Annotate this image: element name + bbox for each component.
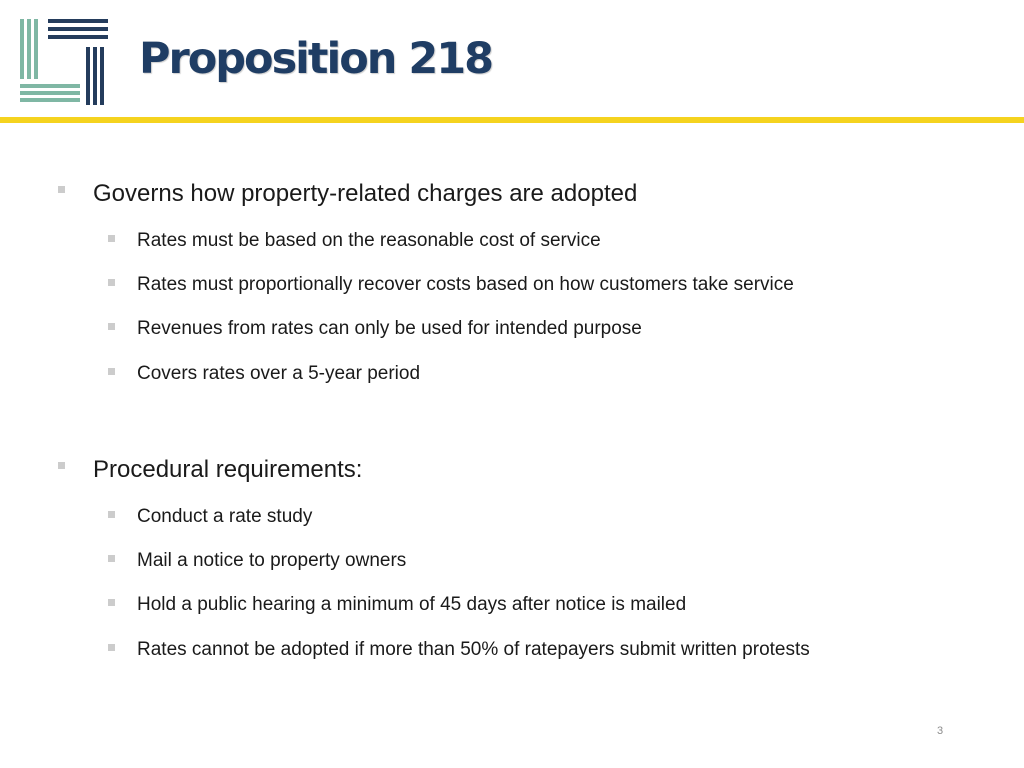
section-heading-text: Governs how property-related charges are adopted [93, 180, 638, 207]
square-bullet-icon [58, 462, 65, 469]
section-heading [93, 455, 362, 485]
list-item [137, 548, 406, 574]
list-item-text: Hold a public hearing a minimum of 45 days after notice is mailed [137, 594, 687, 615]
square-bullet-icon [108, 511, 115, 518]
list-item-text: Revenues from rates can only be used for intended purpose [137, 318, 642, 339]
list-item [137, 361, 420, 387]
list-item [137, 316, 642, 342]
square-bullet-icon [108, 368, 115, 375]
list-item [137, 592, 686, 618]
section-heading [93, 179, 637, 209]
square-bullet-icon [58, 186, 65, 193]
list-item-text: Rates cannot be adopted if more than 50% of ratepayers submit written protests [137, 639, 810, 660]
list-item [137, 637, 810, 663]
square-bullet-icon [108, 323, 115, 330]
list-item-text: Rates must proportionally recover costs based on how customers take service [137, 274, 794, 295]
slide-title: Proposition 218 [139, 34, 493, 84]
square-bullet-icon [108, 599, 115, 606]
list-item-text: Covers rates over a 5-year period [137, 363, 421, 384]
list-item-text: Rates must be based on the reasonable cost of service [137, 230, 601, 251]
square-bullet-icon [108, 279, 115, 286]
list-item [137, 504, 312, 530]
square-bullet-icon [108, 555, 115, 562]
section-heading-text: Procedural requirements: [93, 456, 363, 483]
list-item-text: Conduct a rate study [137, 506, 313, 527]
square-bullet-icon [108, 644, 115, 651]
square-bullet-icon [108, 235, 115, 242]
list-item-text: Mail a notice to property owners [137, 550, 407, 571]
list-item [137, 228, 601, 254]
list-item [137, 272, 794, 298]
page-number: 3 [936, 725, 944, 737]
